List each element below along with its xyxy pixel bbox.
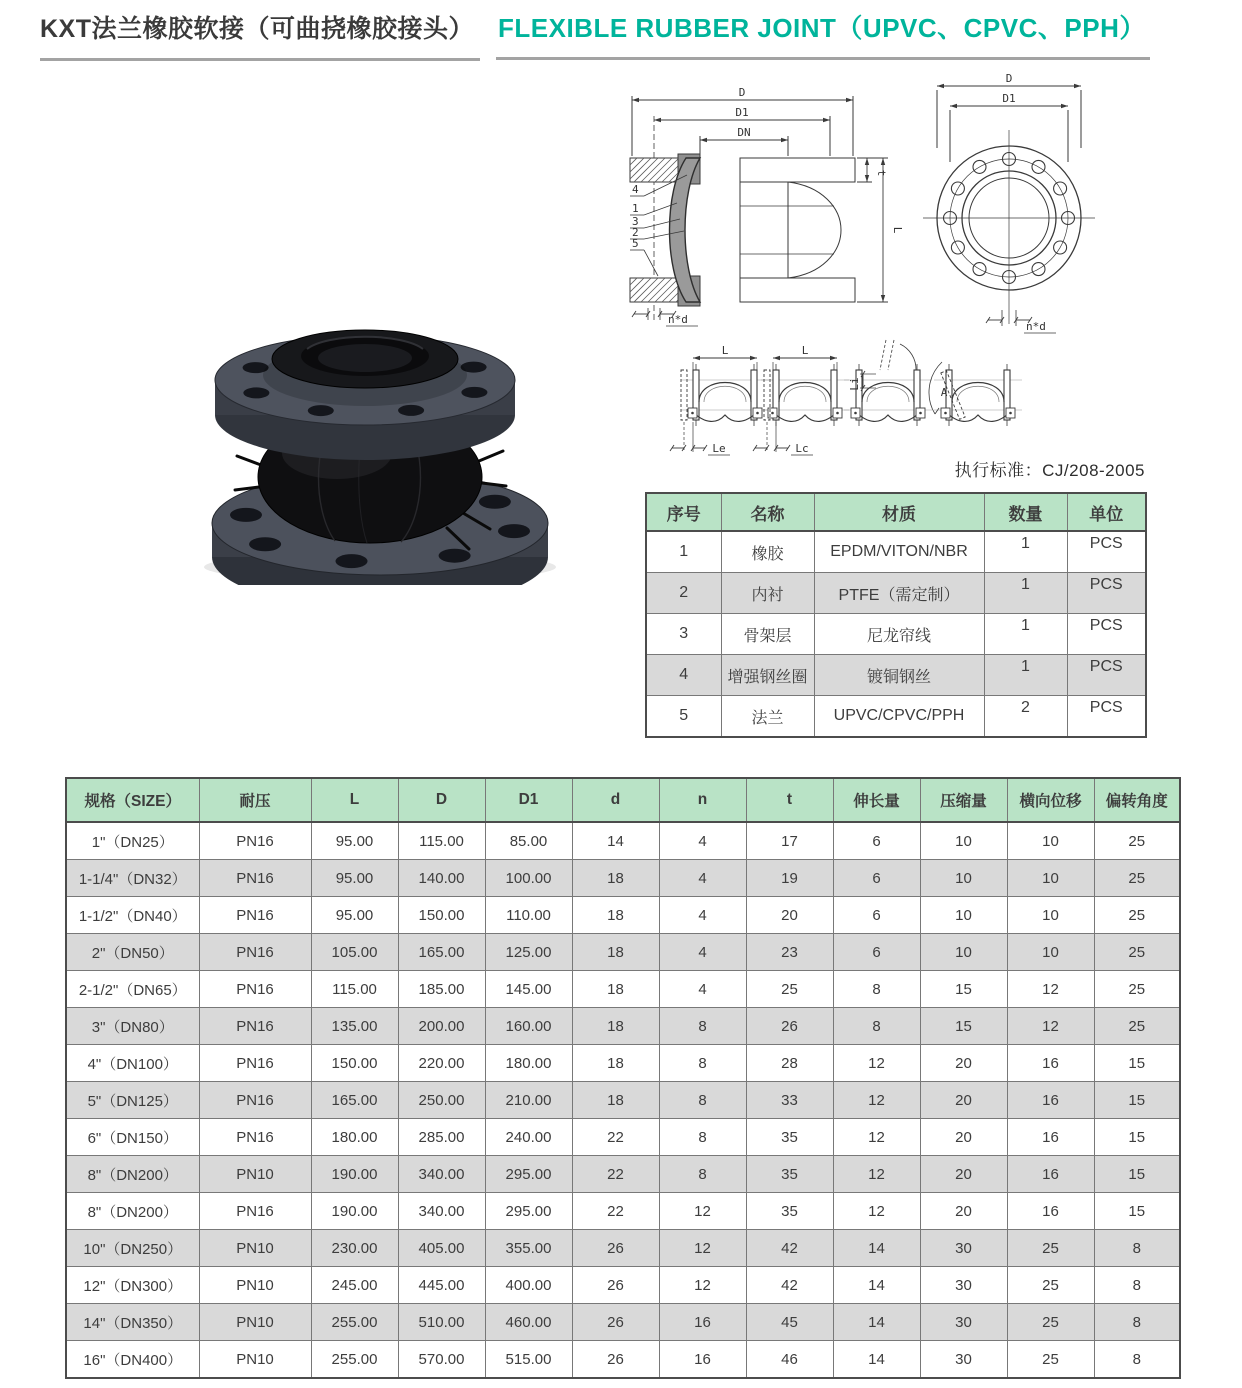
table-cell: 295.00 xyxy=(485,1156,572,1193)
table-row xyxy=(66,897,1180,934)
table-cell: 4 xyxy=(659,897,746,934)
table-cell: 8 xyxy=(659,1156,746,1193)
table-cell: 460.00 xyxy=(485,1304,572,1341)
part-label-4: 4 xyxy=(632,183,639,196)
table-cell: 160.00 xyxy=(485,1008,572,1045)
table-cell: 190.00 xyxy=(311,1193,398,1230)
table-cell: 22 xyxy=(572,1156,659,1193)
table-cell: PN16 xyxy=(199,897,311,934)
table-cell: 18 xyxy=(572,860,659,897)
table-cell: 4 xyxy=(659,934,746,971)
table-row xyxy=(66,860,1180,897)
table-row xyxy=(646,655,1146,696)
table-cell: 22 xyxy=(572,1193,659,1230)
table-cell: 135.00 xyxy=(311,1008,398,1045)
table-row xyxy=(66,1341,1180,1379)
technical-drawing xyxy=(620,70,1180,470)
table-cell: 145.00 xyxy=(485,971,572,1008)
table-cell: 8 xyxy=(659,1045,746,1082)
table-cell: 25 xyxy=(1094,860,1180,897)
table-cell: 10"（DN250） xyxy=(66,1230,199,1267)
table-cell: 15 xyxy=(1094,1045,1180,1082)
table-cell: 19 xyxy=(746,860,833,897)
table-cell: 3 xyxy=(646,614,721,655)
table-cell: 16 xyxy=(1007,1082,1094,1119)
table-cell: 18 xyxy=(572,1008,659,1045)
table-row xyxy=(66,1267,1180,1304)
table-cell: 1"（DN25） xyxy=(66,822,199,860)
table-cell: 10 xyxy=(920,822,1007,860)
table-cell: 18 xyxy=(572,1082,659,1119)
table-cell: 12 xyxy=(833,1193,920,1230)
table-cell: 14 xyxy=(833,1304,920,1341)
table-cell: 1 xyxy=(984,573,1067,614)
table-cell: PTFE（需定制） xyxy=(814,573,984,614)
table-cell: PN16 xyxy=(199,1045,311,1082)
table-cell: 8"（DN200） xyxy=(66,1156,199,1193)
table-cell: 22 xyxy=(572,1119,659,1156)
mini-label-li: Li xyxy=(848,377,861,391)
table-cell: PN10 xyxy=(199,1304,311,1341)
table-cell: 25 xyxy=(1007,1267,1094,1304)
table-cell: 16 xyxy=(1007,1119,1094,1156)
table-cell: 12 xyxy=(833,1045,920,1082)
table-cell: 6 xyxy=(833,822,920,860)
table-cell: 30 xyxy=(920,1341,1007,1379)
front-dim-label-nd: n*d xyxy=(1026,320,1046,333)
table-cell: 150.00 xyxy=(398,897,485,934)
column-header: D1 xyxy=(485,778,572,822)
mini-label-a: A xyxy=(940,386,948,399)
spec-table xyxy=(65,777,1181,1379)
table-cell: 12 xyxy=(833,1082,920,1119)
table-cell: 5"（DN125） xyxy=(66,1082,199,1119)
table-cell: PN16 xyxy=(199,1119,311,1156)
table-cell: 295.00 xyxy=(485,1193,572,1230)
table-cell: 26 xyxy=(572,1341,659,1379)
table-cell: 12 xyxy=(833,1119,920,1156)
table-cell: 285.00 xyxy=(398,1119,485,1156)
table-cell: 190.00 xyxy=(311,1156,398,1193)
table-cell: 20 xyxy=(920,1193,1007,1230)
table-cell: 16 xyxy=(659,1304,746,1341)
table-cell: 35 xyxy=(746,1156,833,1193)
table-row xyxy=(66,1193,1180,1230)
table-cell: 18 xyxy=(572,934,659,971)
column-header: 规格（SIZE） xyxy=(66,778,199,822)
table-cell: 2"（DN50） xyxy=(66,934,199,971)
table-cell: 6 xyxy=(833,860,920,897)
table-cell: 1 xyxy=(984,614,1067,655)
table-cell: 骨架层 xyxy=(721,614,814,655)
table-cell: 570.00 xyxy=(398,1341,485,1379)
table-cell: 18 xyxy=(572,1045,659,1082)
table-cell: 230.00 xyxy=(311,1230,398,1267)
table-cell: 2-1/2"（DN65） xyxy=(66,971,199,1008)
table-cell: 25 xyxy=(1094,971,1180,1008)
column-header: 耐压 xyxy=(199,778,311,822)
table-row xyxy=(66,822,1180,860)
column-header: 数量 xyxy=(984,493,1067,531)
column-header: D xyxy=(398,778,485,822)
table-cell: 245.00 xyxy=(311,1267,398,1304)
table-cell: 20 xyxy=(920,1119,1007,1156)
column-header: t xyxy=(746,778,833,822)
table-cell: 26 xyxy=(572,1230,659,1267)
table-cell: 8 xyxy=(833,971,920,1008)
table-cell: PN10 xyxy=(199,1267,311,1304)
table-cell: 115.00 xyxy=(398,822,485,860)
table-cell: 10 xyxy=(1007,822,1094,860)
table-cell: 20 xyxy=(920,1156,1007,1193)
rubber-collar xyxy=(263,330,467,406)
table-cell: EPDM/VITON/NBR xyxy=(814,531,984,573)
column-header: 偏转角度 xyxy=(1094,778,1180,822)
table-cell: 14 xyxy=(833,1267,920,1304)
table-cell: PCS xyxy=(1067,696,1146,738)
table-cell: 12 xyxy=(659,1267,746,1304)
table-cell: 16 xyxy=(1007,1045,1094,1082)
table-cell: 340.00 xyxy=(398,1156,485,1193)
table-cell: 12 xyxy=(659,1193,746,1230)
table-cell: 110.00 xyxy=(485,897,572,934)
table-cell: 5 xyxy=(646,696,721,738)
table-row xyxy=(646,531,1146,573)
table-cell: 165.00 xyxy=(398,934,485,971)
table-cell: 30 xyxy=(920,1230,1007,1267)
part-label-1: 1 xyxy=(632,202,639,215)
table-cell: 4 xyxy=(646,655,721,696)
table-cell: 12"（DN300） xyxy=(66,1267,199,1304)
table-cell: 18 xyxy=(572,897,659,934)
table-cell: 12 xyxy=(1007,971,1094,1008)
table-cell: PN16 xyxy=(199,1008,311,1045)
table-cell: 8 xyxy=(659,1008,746,1045)
dim-label-t: t xyxy=(875,169,888,177)
table-row xyxy=(66,1304,1180,1341)
table-row xyxy=(66,1045,1180,1082)
table-cell: PN10 xyxy=(199,1230,311,1267)
column-header: 横向位移 xyxy=(1007,778,1094,822)
table-cell: PCS xyxy=(1067,573,1146,614)
table-cell: 42 xyxy=(746,1230,833,1267)
table-cell: 510.00 xyxy=(398,1304,485,1341)
table-cell: 1 xyxy=(984,531,1067,573)
table-cell: 16 xyxy=(1007,1156,1094,1193)
table-cell: 8 xyxy=(1094,1304,1180,1341)
table-cell: 125.00 xyxy=(485,934,572,971)
table-cell: 95.00 xyxy=(311,897,398,934)
table-cell: 6"（DN150） xyxy=(66,1119,199,1156)
table-cell: 46 xyxy=(746,1341,833,1379)
column-header: d xyxy=(572,778,659,822)
table-cell: 30 xyxy=(920,1304,1007,1341)
table-cell: 250.00 xyxy=(398,1082,485,1119)
table-row xyxy=(66,1230,1180,1267)
table-cell: 4"（DN100） xyxy=(66,1045,199,1082)
table-cell: 45 xyxy=(746,1304,833,1341)
table-cell: 200.00 xyxy=(398,1008,485,1045)
table-cell: 340.00 xyxy=(398,1193,485,1230)
page-title-cn: KXT法兰橡胶软接（可曲挠橡胶接头） xyxy=(40,9,480,61)
part-label-3: 3 xyxy=(632,215,639,228)
table-row xyxy=(66,1119,1180,1156)
table-cell: 400.00 xyxy=(485,1267,572,1304)
table-cell: 25 xyxy=(1007,1341,1094,1379)
table-cell: 8 xyxy=(833,1008,920,1045)
table-cell: 405.00 xyxy=(398,1230,485,1267)
table-cell: 16 xyxy=(1007,1193,1094,1230)
table-cell: 10 xyxy=(920,897,1007,934)
table-cell: 2 xyxy=(646,573,721,614)
table-cell: 25 xyxy=(746,971,833,1008)
table-cell: 14 xyxy=(833,1341,920,1379)
dim-label-d1: D1 xyxy=(735,106,749,119)
page-title-en: FLEXIBLE RUBBER JOINT（UPVC、CPVC、PPH） xyxy=(496,8,1150,60)
mini-label-l2: L xyxy=(801,344,809,357)
column-header: 序号 xyxy=(646,493,721,531)
table-cell: 185.00 xyxy=(398,971,485,1008)
table-cell: 180.00 xyxy=(485,1045,572,1082)
movement-diagrams xyxy=(670,340,1022,455)
part-label-2: 2 xyxy=(632,226,639,239)
table-cell: 515.00 xyxy=(485,1341,572,1379)
table-row xyxy=(646,696,1146,738)
table-cell: 20 xyxy=(746,897,833,934)
table-cell: 内衬 xyxy=(721,573,814,614)
table-cell: 15 xyxy=(1094,1119,1180,1156)
table-cell: 140.00 xyxy=(398,860,485,897)
table-cell: 12 xyxy=(659,1230,746,1267)
table-cell: 150.00 xyxy=(311,1045,398,1082)
table-cell: 20 xyxy=(920,1045,1007,1082)
table-cell: 8 xyxy=(1094,1230,1180,1267)
table-cell: 35 xyxy=(746,1119,833,1156)
mini-label-l1: L xyxy=(721,344,729,357)
table-cell: 8 xyxy=(1094,1341,1180,1379)
table-cell: 220.00 xyxy=(398,1045,485,1082)
table-cell: PN16 xyxy=(199,822,311,860)
header-row xyxy=(646,493,1146,531)
table-cell: 210.00 xyxy=(485,1082,572,1119)
table-cell: 4 xyxy=(659,822,746,860)
table-cell: 12 xyxy=(833,1156,920,1193)
table-cell: 25 xyxy=(1094,897,1180,934)
dim-label-d: D xyxy=(738,86,746,99)
table-cell: 28 xyxy=(746,1045,833,1082)
table-cell: 10 xyxy=(1007,934,1094,971)
table-cell: 10 xyxy=(1007,897,1094,934)
table-cell: PN10 xyxy=(199,1341,311,1379)
table-cell: 15 xyxy=(920,1008,1007,1045)
table-cell: 240.00 xyxy=(485,1119,572,1156)
table-cell: 14 xyxy=(572,822,659,860)
table-cell: PCS xyxy=(1067,614,1146,655)
column-header: 伸长量 xyxy=(833,778,920,822)
table-row xyxy=(646,614,1146,655)
table-cell: 16 xyxy=(659,1341,746,1379)
table-cell: 镀铜钢丝 xyxy=(814,655,984,696)
table-cell: 25 xyxy=(1094,1008,1180,1045)
table-cell: 法兰 xyxy=(721,696,814,738)
front-dim-label-d1: D1 xyxy=(1002,92,1016,105)
table-row xyxy=(66,934,1180,971)
front-dim-label-d: D xyxy=(1005,72,1013,85)
parts-table xyxy=(645,492,1147,738)
table-cell: PN10 xyxy=(199,1156,311,1193)
table-cell: 255.00 xyxy=(311,1304,398,1341)
table-cell: 105.00 xyxy=(311,934,398,971)
table-cell: UPVC/CPVC/PPH xyxy=(814,696,984,738)
part-label-5: 5 xyxy=(632,237,639,250)
mini-label-le: Le xyxy=(712,442,726,455)
table-cell: 20 xyxy=(920,1082,1007,1119)
table-cell: 26 xyxy=(572,1267,659,1304)
table-cell: 3"（DN80） xyxy=(66,1008,199,1045)
table-cell: 6 xyxy=(833,934,920,971)
table-cell: 95.00 xyxy=(311,860,398,897)
table-cell: 25 xyxy=(1094,822,1180,860)
table-row xyxy=(646,573,1146,614)
table-cell: 6 xyxy=(833,897,920,934)
table-cell: 165.00 xyxy=(311,1082,398,1119)
table-cell: 355.00 xyxy=(485,1230,572,1267)
table-cell: 8"（DN200） xyxy=(66,1193,199,1230)
table-cell: PN16 xyxy=(199,934,311,971)
table-cell: 10 xyxy=(1007,860,1094,897)
table-cell: 15 xyxy=(920,971,1007,1008)
table-cell: 42 xyxy=(746,1267,833,1304)
column-header: 材质 xyxy=(814,493,984,531)
table-cell: 25 xyxy=(1094,934,1180,971)
product-photo xyxy=(195,295,565,585)
table-row xyxy=(66,971,1180,1008)
table-cell: 橡胶 xyxy=(721,531,814,573)
table-cell: 85.00 xyxy=(485,822,572,860)
table-cell: 8 xyxy=(659,1082,746,1119)
table-cell: 25 xyxy=(1007,1230,1094,1267)
table-cell: 16"（DN400） xyxy=(66,1341,199,1379)
section-view xyxy=(630,96,888,326)
table-cell: 增强钢丝圈 xyxy=(721,655,814,696)
table-cell: 30 xyxy=(920,1267,1007,1304)
dim-label-nd: n*d xyxy=(668,313,688,326)
table-cell: 180.00 xyxy=(311,1119,398,1156)
column-header: L xyxy=(311,778,398,822)
table-cell: 14 xyxy=(833,1230,920,1267)
table-cell: 10 xyxy=(920,934,1007,971)
table-cell: 255.00 xyxy=(311,1341,398,1379)
column-header: 单位 xyxy=(1067,493,1146,531)
front-view xyxy=(923,84,1095,333)
table-cell: PN16 xyxy=(199,1193,311,1230)
table-cell: PCS xyxy=(1067,531,1146,573)
table-cell: 26 xyxy=(746,1008,833,1045)
table-cell: 14"（DN350） xyxy=(66,1304,199,1341)
table-row xyxy=(66,1008,1180,1045)
column-header: n xyxy=(659,778,746,822)
table-cell: 15 xyxy=(1094,1156,1180,1193)
table-cell: 4 xyxy=(659,971,746,1008)
table-cell: 8 xyxy=(659,1119,746,1156)
dim-label-dn: DN xyxy=(737,126,751,139)
table-row xyxy=(66,1156,1180,1193)
table-cell: 33 xyxy=(746,1082,833,1119)
table-cell: 17 xyxy=(746,822,833,860)
table-cell: 100.00 xyxy=(485,860,572,897)
table-cell: 15 xyxy=(1094,1193,1180,1230)
table-cell: 445.00 xyxy=(398,1267,485,1304)
standard-note: 执行标准：CJ/208-2005 xyxy=(954,461,1145,480)
table-cell: 2 xyxy=(984,696,1067,738)
table-cell: 15 xyxy=(1094,1082,1180,1119)
table-cell: 18 xyxy=(572,971,659,1008)
table-cell: 35 xyxy=(746,1193,833,1230)
table-cell: 26 xyxy=(572,1304,659,1341)
table-cell: 115.00 xyxy=(311,971,398,1008)
table-cell: 4 xyxy=(659,860,746,897)
table-cell: 12 xyxy=(1007,1008,1094,1045)
table-row xyxy=(66,1082,1180,1119)
table-cell: 10 xyxy=(920,860,1007,897)
table-cell: 1-1/4"（DN32） xyxy=(66,860,199,897)
column-header: 名称 xyxy=(721,493,814,531)
table-cell: PN16 xyxy=(199,860,311,897)
table-cell: 25 xyxy=(1007,1304,1094,1341)
table-cell: 尼龙帘线 xyxy=(814,614,984,655)
table-cell: 1-1/2"（DN40） xyxy=(66,897,199,934)
table-cell: 8 xyxy=(1094,1267,1180,1304)
table-cell: PN16 xyxy=(199,1082,311,1119)
table-cell: 23 xyxy=(746,934,833,971)
table-cell: PCS xyxy=(1067,655,1146,696)
header-row xyxy=(66,778,1180,822)
table-cell: 95.00 xyxy=(311,822,398,860)
dim-label-l: L xyxy=(891,226,904,234)
column-header: 压缩量 xyxy=(920,778,1007,822)
page-header xyxy=(40,8,1150,61)
table-cell: PN16 xyxy=(199,971,311,1008)
mini-label-lc: Lc xyxy=(795,442,809,455)
table-cell: 1 xyxy=(646,531,721,573)
table-cell: 1 xyxy=(984,655,1067,696)
